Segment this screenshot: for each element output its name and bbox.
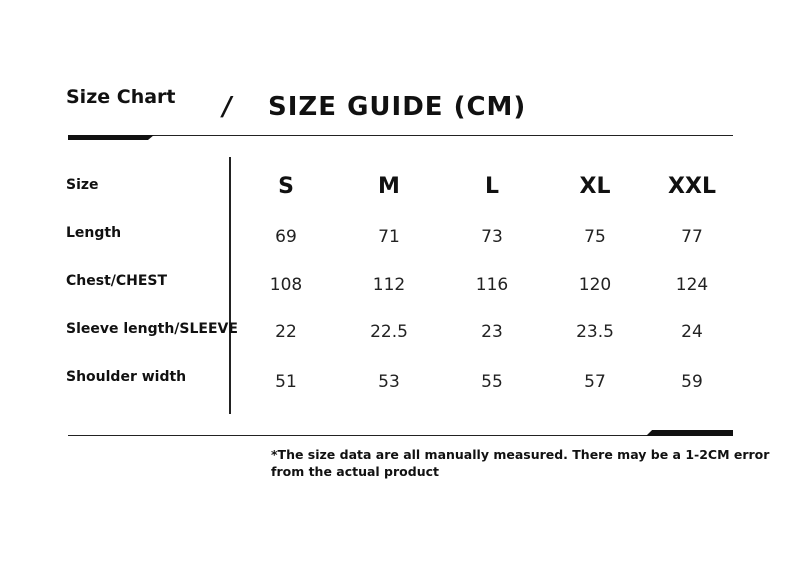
top-divider <box>68 135 733 136</box>
cell-chest-m: 112 <box>372 275 406 295</box>
size-chart-label: Size Chart <box>66 86 176 108</box>
cell-shoulder-xl: 57 <box>584 372 606 392</box>
measurement-footnote: *The size data are all manually measured. There may be a 1-2CM error from the actual product <box>271 447 770 479</box>
cell-sleeve-s: 22 <box>275 322 297 342</box>
cell-length-xl: 75 <box>584 227 606 247</box>
cell-shoulder-m: 53 <box>378 372 400 392</box>
size-header-xxl: XXL <box>668 174 716 199</box>
row-label-chest: Chest/CHEST <box>66 273 168 289</box>
size-header-xl: XL <box>579 174 611 199</box>
title-slash: / <box>219 92 235 122</box>
size-header-m: M <box>378 174 400 199</box>
top-divider-accent <box>68 135 154 140</box>
cell-chest-s: 108 <box>269 275 303 295</box>
cell-shoulder-xxl: 59 <box>681 372 703 392</box>
cell-chest-xl: 120 <box>578 275 612 295</box>
size-header-l: L <box>484 174 500 199</box>
cell-chest-xxl: 124 <box>675 275 709 295</box>
row-label-shoulder: Shoulder width <box>66 369 187 385</box>
bottom-divider <box>68 435 733 436</box>
cell-length-xxl: 77 <box>681 227 703 247</box>
cell-chest-l: 116 <box>475 275 509 295</box>
cell-length-m: 71 <box>378 227 400 247</box>
cell-length-s: 69 <box>275 227 297 247</box>
row-label-length: Length <box>66 225 122 241</box>
cell-sleeve-l: 23 <box>481 322 503 342</box>
size-guide-title: SIZE GUIDE (CM) <box>268 92 527 122</box>
cell-sleeve-xl: 23.5 <box>576 322 614 342</box>
row-label-size: Size <box>66 177 99 193</box>
cell-sleeve-m: 22.5 <box>370 322 408 342</box>
vertical-divider <box>229 157 231 414</box>
cell-length-l: 73 <box>481 227 503 247</box>
cell-sleeve-xxl: 24 <box>681 322 703 342</box>
size-header-s: S <box>278 174 294 199</box>
bottom-divider-accent <box>646 430 733 436</box>
row-label-sleeve: Sleeve length/SLEEVE <box>66 321 238 337</box>
cell-shoulder-l: 55 <box>481 372 503 392</box>
cell-shoulder-s: 51 <box>275 372 297 392</box>
